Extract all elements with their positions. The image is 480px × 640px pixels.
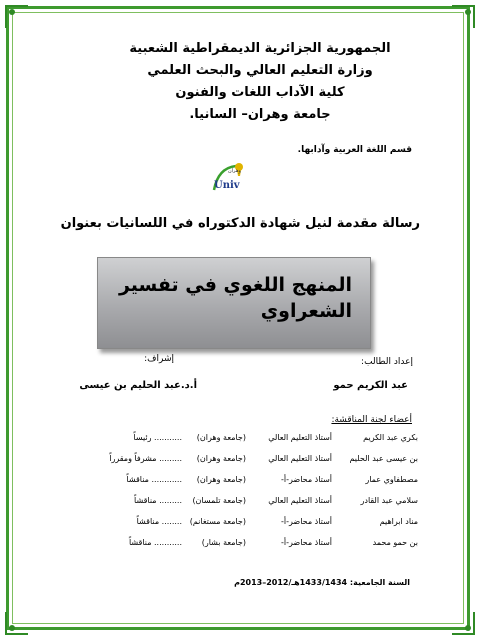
- committee-row: [48, 475, 418, 495]
- committee-list: [48, 433, 418, 553]
- member-name: سلامي عبد القادر: [360, 496, 418, 505]
- member-role: ........ مناقشاً: [136, 517, 182, 526]
- student-name: عبد الكريم حمو: [333, 380, 408, 391]
- member-rank: أستاذ التعليم العالي: [268, 454, 332, 463]
- academic-year: السنة الجامعية: 1433/1434هـ/2012–2013م: [234, 578, 410, 587]
- member-rank: أستاذ محاضر-أ-: [281, 475, 332, 484]
- committee-row: [48, 517, 418, 537]
- member-rank: أستاذ التعليم العالي: [268, 496, 332, 505]
- member-role: ........... رئيساً: [133, 433, 182, 442]
- committee-row: [48, 538, 418, 558]
- corner-ornament: [4, 610, 30, 636]
- department-label: قسم اللغة العربية وآدابها.: [297, 145, 412, 155]
- member-university: (جامعة وهران): [196, 475, 246, 484]
- member-role: ............ مناقشاً: [126, 475, 182, 484]
- committee-title: أعضاء لجنة المناقشة:: [331, 415, 412, 425]
- header-ministry: وزارة التعليم العالي والبحث العلمي: [147, 63, 373, 78]
- thesis-subtitle: رسالة مقدمة لنيل شهادة الدكتوراه في اللسانيات بعنوان: [60, 216, 420, 231]
- header-university: جامعة وهران– السانيا.: [189, 107, 331, 122]
- member-university: (جامعة تلمسان): [192, 496, 246, 505]
- logo-arabic-text: وهران: [228, 168, 241, 174]
- institution-header: [110, 38, 410, 126]
- corner-ornament: [450, 610, 476, 636]
- header-faculty: كلية الآداب اللغات والفنون: [175, 85, 345, 100]
- student-label: إعداد الطالب:: [361, 357, 413, 367]
- member-rank: أستاذ التعليم العالي: [268, 433, 332, 442]
- member-role: ........... مناقشاً: [128, 538, 182, 547]
- committee-row: [48, 454, 418, 474]
- member-role: ......... مناقشاً: [134, 496, 182, 505]
- committee-row: [48, 496, 418, 516]
- member-university: (جامعة بشار): [201, 538, 246, 547]
- member-rank: أستاذ محاضر-أ-: [281, 517, 332, 526]
- supervisor-label: إشراف:: [144, 354, 174, 364]
- member-name: بن حمو محمد: [372, 538, 418, 547]
- logo-text: Univ: [214, 180, 240, 191]
- corner-ornament: [450, 4, 476, 30]
- member-name: مصطفاوي عمار: [365, 475, 418, 484]
- member-university: (جامعة وهران): [196, 433, 246, 442]
- member-name: مناد ابراهيم: [379, 517, 418, 526]
- corner-ornament: [4, 4, 30, 30]
- thesis-title-box: [97, 257, 371, 349]
- supervisor-name: أ.د.عبد الحليم بن عيسى: [79, 380, 197, 391]
- thesis-title-line2: الشعراوي: [260, 300, 352, 322]
- member-name: بكري عبد الكريم: [363, 433, 418, 442]
- member-university: (جامعة مستغانم): [189, 517, 246, 526]
- member-name: بن عيسى عبد الحليم: [349, 454, 418, 463]
- committee-row: [48, 433, 418, 453]
- thesis-title: [102, 272, 352, 324]
- member-role: ......... مشرفاً ومقرراً: [109, 454, 182, 463]
- thesis-title-line1: المنهج اللغوي في تفسير: [118, 274, 352, 296]
- member-university: (جامعة وهران): [196, 454, 246, 463]
- header-republic: الجمهورية الجزائرية الديمقراطية الشعبية: [129, 41, 391, 56]
- member-rank: أستاذ محاضر-أ-: [281, 538, 332, 547]
